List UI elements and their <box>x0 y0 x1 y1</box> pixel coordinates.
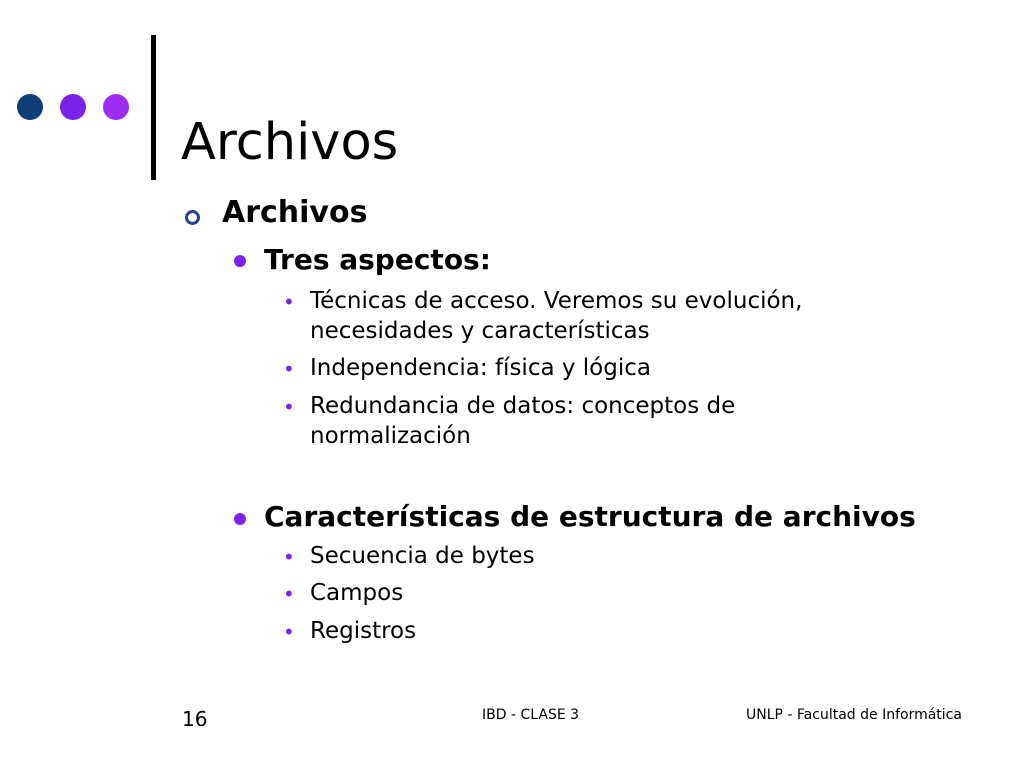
bullet-dot-icon: • <box>283 357 295 381</box>
section-label: Tres aspectos: <box>264 243 491 276</box>
list-item-line: necesidades y características <box>310 318 650 344</box>
list-item-line: normalización <box>310 423 471 449</box>
list-item-line: Independencia: física y lógica <box>310 355 651 381</box>
decorative-dot-1 <box>17 94 43 120</box>
bullet-dot-icon: • <box>283 395 295 419</box>
disc-bullet-icon <box>234 255 246 267</box>
title-divider-line <box>151 35 156 180</box>
ring-bullet-icon <box>185 210 200 225</box>
content-heading: Archivos <box>222 195 368 230</box>
bullet-dot-icon: • <box>283 620 295 644</box>
slide-title: Archivos <box>181 113 399 173</box>
section-label: Características de estructura de archivos <box>264 500 916 533</box>
list-item-line: Redundancia de datos: conceptos de <box>310 393 736 419</box>
footer-course-label: IBD - CLASE 3 <box>482 707 580 723</box>
decorative-dot-3 <box>103 94 129 120</box>
list-item-line: Técnicas de acceso. Veremos su evolución, <box>310 288 803 314</box>
list-item-line: Secuencia de bytes <box>310 543 535 569</box>
decorative-dot-2 <box>60 94 86 120</box>
disc-bullet-icon <box>234 513 246 525</box>
page-number: 16 <box>182 707 208 731</box>
bullet-dot-icon: • <box>283 545 295 569</box>
bullet-dot-icon: • <box>283 582 295 606</box>
footer-institution-label: UNLP - Facultad de Informática <box>746 707 962 723</box>
list-item-line: Campos <box>310 580 404 606</box>
bullet-dot-icon: • <box>283 290 295 314</box>
list-item-line: Registros <box>310 618 417 644</box>
